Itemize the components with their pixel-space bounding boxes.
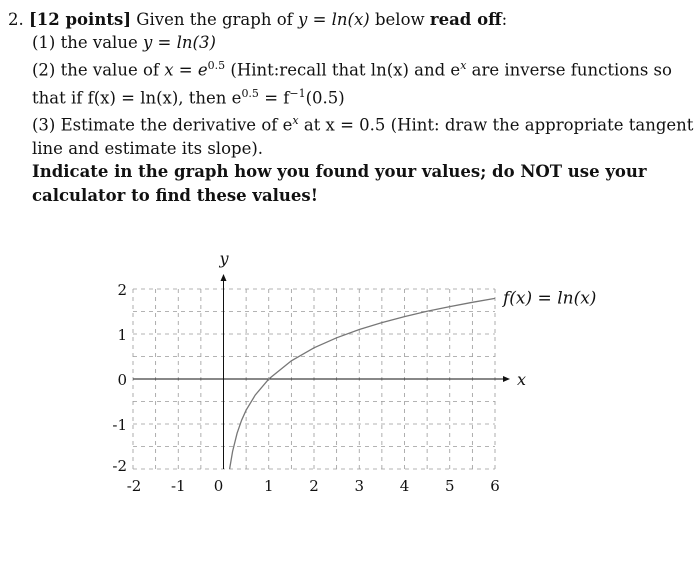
item2-hint-exponent: x xyxy=(460,59,467,72)
x-tick-label: 0 xyxy=(213,477,224,495)
y-axis-label: y xyxy=(219,249,229,268)
problem-number: 2. xyxy=(8,10,24,29)
y-axis-arrow xyxy=(221,274,227,281)
item1-math: y = ln(3) xyxy=(142,33,216,52)
item2-exponent: 0.5 xyxy=(207,59,226,72)
y-tick-label: 1 xyxy=(117,326,127,344)
x-axis-arrow xyxy=(503,376,510,382)
item3-line2: line and estimate its slope). xyxy=(32,138,264,158)
item2-cont2: = f xyxy=(264,88,290,107)
x-tick-label: 5 xyxy=(444,477,455,495)
x-tick-label: 6 xyxy=(490,477,500,495)
item2-cont1: that if f(x) = ln(x), then e xyxy=(32,88,242,107)
x-tick-label: -2 xyxy=(126,477,142,495)
x-tick-label: 3 xyxy=(354,477,365,495)
instruction-line-1: Indicate in the graph how you found your values; do NOT use your xyxy=(32,162,647,181)
instruction-line-2: calculator to find these values! xyxy=(32,186,318,205)
ln-curve xyxy=(230,298,495,469)
item2-cont-exponent: 0.5 xyxy=(241,86,259,100)
item2-hint-tail: are inverse functions so xyxy=(471,60,672,80)
y-tick-label: 0 xyxy=(117,371,127,389)
points: [12 points] xyxy=(29,10,132,29)
item2-cont3: (0.5) xyxy=(305,88,345,107)
axes xyxy=(133,274,510,469)
y-tick-label: 2 xyxy=(117,281,127,299)
x-axis-label: x xyxy=(517,370,527,389)
x-tick-label: 4 xyxy=(399,477,410,495)
item1-prefix: (1) the value xyxy=(32,33,138,52)
y-tick-label: -1 xyxy=(112,416,127,434)
curve-label: f(x) = ln(x) xyxy=(503,288,597,309)
function-expression: y = ln(x) xyxy=(298,10,370,29)
x-tick-label: 1 xyxy=(263,477,274,495)
item2-math: x = e xyxy=(164,60,208,80)
read-off-text: read off xyxy=(429,10,502,29)
item2-hint: (Hint:recall that ln(x) and e xyxy=(230,60,461,80)
intro-text: Given the graph of xyxy=(136,10,293,29)
x-tick-label: -1 xyxy=(170,477,186,495)
item2-cont-inverse: −1 xyxy=(289,86,306,100)
colon-text: : xyxy=(501,10,508,29)
item3-text-b: at x = 0.5 (Hint: draw the appropriate tangent xyxy=(303,115,694,135)
tick-labels xyxy=(112,281,499,495)
below-text: below xyxy=(374,10,425,29)
item2-prefix: (2) the value of xyxy=(32,60,159,80)
item3-exponent: x xyxy=(292,114,299,127)
x-tick-label: 2 xyxy=(309,477,319,495)
item3-text-a: (3) Estimate the derivative of e xyxy=(32,115,293,135)
y-tick-label: -2 xyxy=(112,457,127,475)
